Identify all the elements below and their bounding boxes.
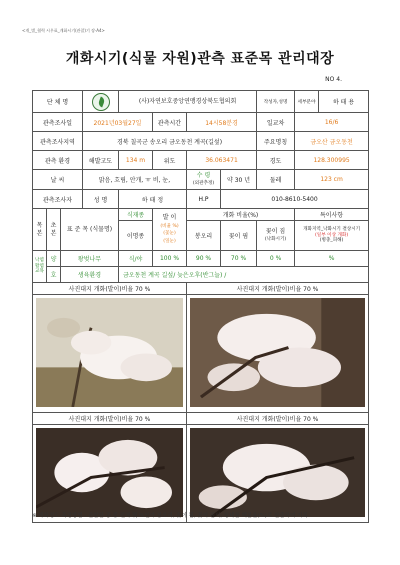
rep-label: 작성자,성명: [257, 91, 295, 113]
bal-value: 100 %: [153, 251, 187, 267]
cherry-blossom-photo-4: [190, 428, 365, 517]
observer-name-label: 성 명: [83, 190, 119, 209]
landmark-label: 주요명칭: [257, 132, 295, 151]
col-fall-cell: [257, 221, 295, 251]
col-ratio: 개화 비율(%): [187, 209, 295, 221]
col-hak: 식재종: [119, 209, 153, 221]
girth-value: 123 cm: [295, 170, 369, 190]
age-label-cell: [187, 170, 221, 190]
col-bal: 발 이: [162, 214, 177, 222]
cherry-blossom-photo-1: [36, 298, 183, 407]
age-value: 약 30 년: [221, 170, 257, 190]
col-special-sub: 개화지역_낙화시기 결상시기: [303, 226, 361, 232]
row-side-label: 낙엽 활엽 교목: [33, 251, 47, 283]
girth-label: 둘레: [257, 170, 295, 190]
col-bal-cell: [153, 209, 187, 251]
alt-label: 해발고도: [83, 151, 119, 170]
photo-cell-3: [33, 425, 187, 523]
photo-label-4: 사진대지 개화(발이)비율 70 %: [187, 413, 369, 425]
top-note: <개_별_협력 시우표_개화시기(관찰)기 장·A4>: [22, 28, 105, 33]
temp-label: 일교차: [257, 113, 295, 132]
col-fall-sub: (낙화시기): [264, 237, 287, 243]
col-special-sub3: (병충_피해): [319, 238, 344, 244]
open-value: 70 %: [221, 251, 257, 267]
lon-value: 128.300995: [295, 151, 369, 170]
col-open: 꽃이 핌: [221, 221, 257, 251]
cherry-blossom-photo-2: [190, 298, 365, 407]
fall-value: 0 %: [257, 251, 295, 267]
observer-name: 하 태 정: [119, 190, 187, 209]
age-note: (외관추정): [192, 181, 215, 187]
cherry-blossom-photo-3: [36, 428, 183, 517]
weather-label: 날 씨: [33, 170, 83, 190]
phone-label: H.P: [187, 190, 221, 209]
age-label: 수 령: [196, 171, 211, 179]
alt-value: 134 m: [119, 151, 153, 170]
nature-logo-icon: [92, 93, 110, 111]
phone-value: 010-8610-5400: [221, 190, 369, 209]
photo-cell-2: [187, 295, 369, 413]
col-special-sub-cell: [295, 221, 369, 251]
plant-name: 왕벚나무: [61, 251, 119, 267]
org-logo-cell: [83, 91, 119, 113]
time-value: 14시58분경: [187, 113, 257, 132]
date-label: 관측조사일: [33, 113, 83, 132]
temp-value: 16/6: [295, 113, 369, 132]
lat-value: 36.063471: [187, 151, 257, 170]
photo-cell-4: [187, 425, 369, 523]
env-label: 관측 환경: [33, 151, 83, 170]
lat-label: 위도: [153, 151, 187, 170]
landmark-value: 금오산 금오동천: [295, 132, 369, 151]
measurement-note: ※ 개화정도 측정방법 : 관찰한 종 중 전체 몇 %인가 봉오리, 꽃이 핌, 꽃이 짐의, 상태를 백분율(%)로 산출하여 기록: [32, 513, 308, 519]
row-mok: 양: [47, 251, 61, 267]
org-name: (사)자연보호중앙연맹경상북도협의회: [119, 91, 257, 113]
place-label: 관측조사지역: [33, 132, 83, 151]
special-value: %: [295, 251, 369, 267]
observer-label: 관측조사자: [33, 190, 83, 209]
document-number: NO 4.: [325, 76, 342, 83]
place-value: 경북 칠곡군 송오리 금오동천 계곡(길섶): [83, 132, 257, 151]
col-ileum: 이명종: [119, 221, 153, 251]
env-row-value: 금오동천 계곡 길섶/ 늦은오후(반그늘) /: [119, 267, 369, 283]
env-row-mok: 호: [47, 267, 61, 283]
col-fall: 꽃이 짐: [265, 227, 286, 235]
env-row-label: 생육환경: [61, 267, 119, 283]
col-bal-sub2: (꽃눈): [163, 231, 176, 237]
col-mok: 목 본: [33, 209, 47, 251]
photo-label-3: 사진대지 개화(발이)비율 70 %: [33, 413, 187, 425]
photo-cell-1: [33, 295, 187, 413]
rep-name: 하 태 용: [319, 91, 369, 113]
page-title: 개화시기(식물 자원)관측 표준목 관리대장: [65, 51, 335, 67]
col-cho: 초 본: [47, 209, 61, 251]
weather-value: 맑음, 흐림, 안개, ㅠ 비, 눈,: [83, 170, 187, 190]
col-bal-sub3: (잎눈): [163, 239, 176, 245]
col-bal-sub: (비율 %): [160, 223, 179, 229]
col-special-sub2: (일부 이상 개화): [315, 232, 349, 238]
role-label: 세부분야: [295, 91, 319, 113]
org-label: 단 체 명: [33, 91, 83, 113]
col-bud: 봉오리: [187, 221, 221, 251]
record-table: [32, 90, 369, 523]
lon-label: 경도: [257, 151, 295, 170]
photo-label-1: 사진대지 개화(발이)비율 70 %: [33, 283, 187, 295]
time-label: 관측시간: [153, 113, 187, 132]
col-special: 특이사항: [295, 209, 369, 221]
photo-label-2: 사진대지 개화(발이)비율 70 %: [187, 283, 369, 295]
bud-value: 90 %: [187, 251, 221, 267]
col-std: 표 준 목 (식물명): [61, 209, 119, 251]
plant-type: 식/야: [119, 251, 153, 267]
date-value: 2021년03월27일: [83, 113, 153, 132]
